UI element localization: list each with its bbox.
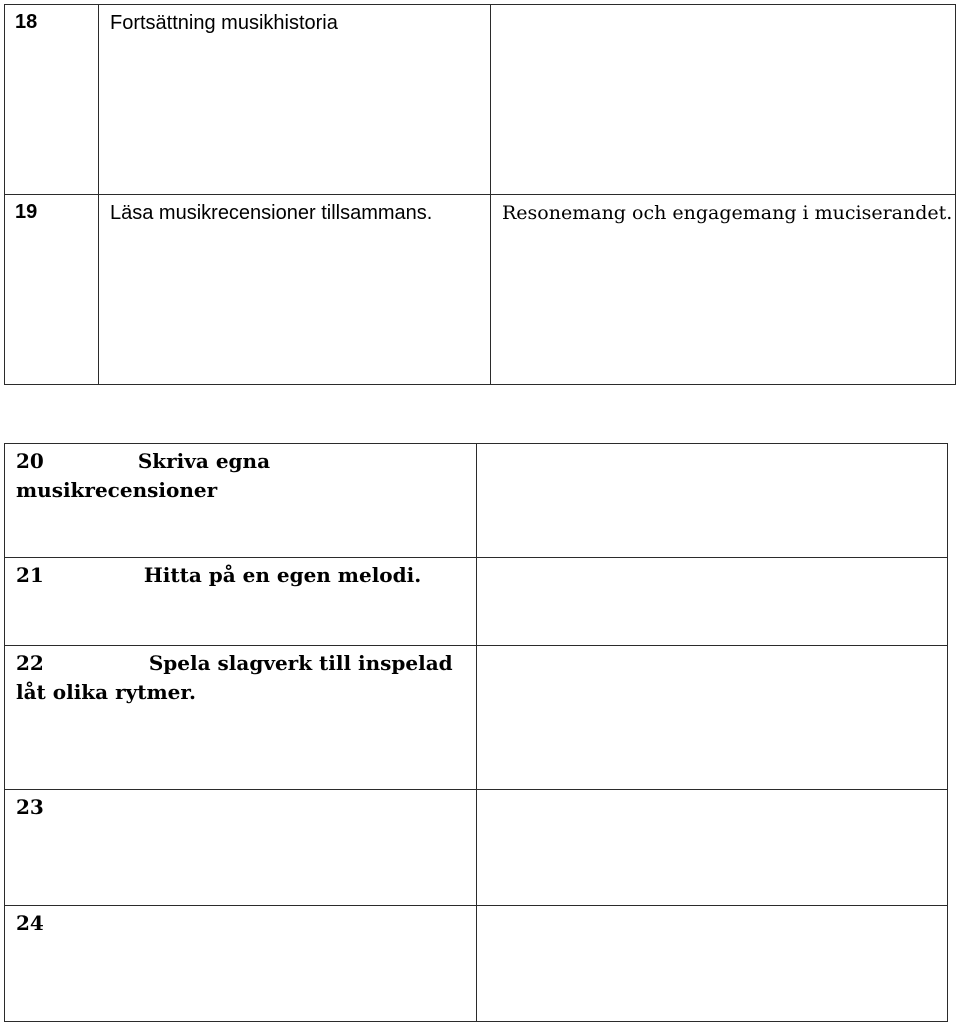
lesson-table-lower <box>4 443 948 1022</box>
lesson-activity: Läsa musikrecensioner tillsammans. <box>99 195 491 385</box>
lesson-note <box>477 790 948 906</box>
lesson-number: 23 <box>16 795 44 819</box>
lesson-note <box>477 444 948 558</box>
lesson-cell <box>5 558 477 646</box>
lesson-note <box>477 646 948 790</box>
table-row <box>5 646 948 790</box>
lesson-activity: Skriva egna musikrecensioner <box>16 449 271 502</box>
lesson-number: 24 <box>16 911 44 935</box>
lesson-note: Resonemang och engagemang i muciserandet. <box>491 195 956 385</box>
lesson-number: 21 <box>16 563 44 587</box>
table-row <box>5 558 948 646</box>
lesson-number: 18 <box>5 5 99 195</box>
lesson-table-upper <box>4 4 956 385</box>
lesson-note <box>477 558 948 646</box>
lesson-cell <box>5 444 477 558</box>
table-row <box>5 906 948 1022</box>
table-row <box>5 790 948 906</box>
lesson-cell <box>5 790 477 906</box>
lesson-number: 22 <box>16 651 44 675</box>
lesson-activity: Hitta på en egen melodi. <box>143 563 422 587</box>
lesson-cell <box>5 646 477 790</box>
lesson-number: 19 <box>5 195 99 385</box>
lesson-activity: Fortsättning musikhistoria <box>99 5 491 195</box>
lesson-number: 20 <box>16 449 44 473</box>
table-row <box>5 444 948 558</box>
lesson-note <box>477 906 948 1022</box>
table-row <box>5 195 956 385</box>
lesson-cell <box>5 906 477 1022</box>
lesson-note <box>491 5 956 195</box>
lesson-activity: Spela slagverk till inspelad låt olika rytmer. <box>16 651 453 704</box>
table-row <box>5 5 956 195</box>
